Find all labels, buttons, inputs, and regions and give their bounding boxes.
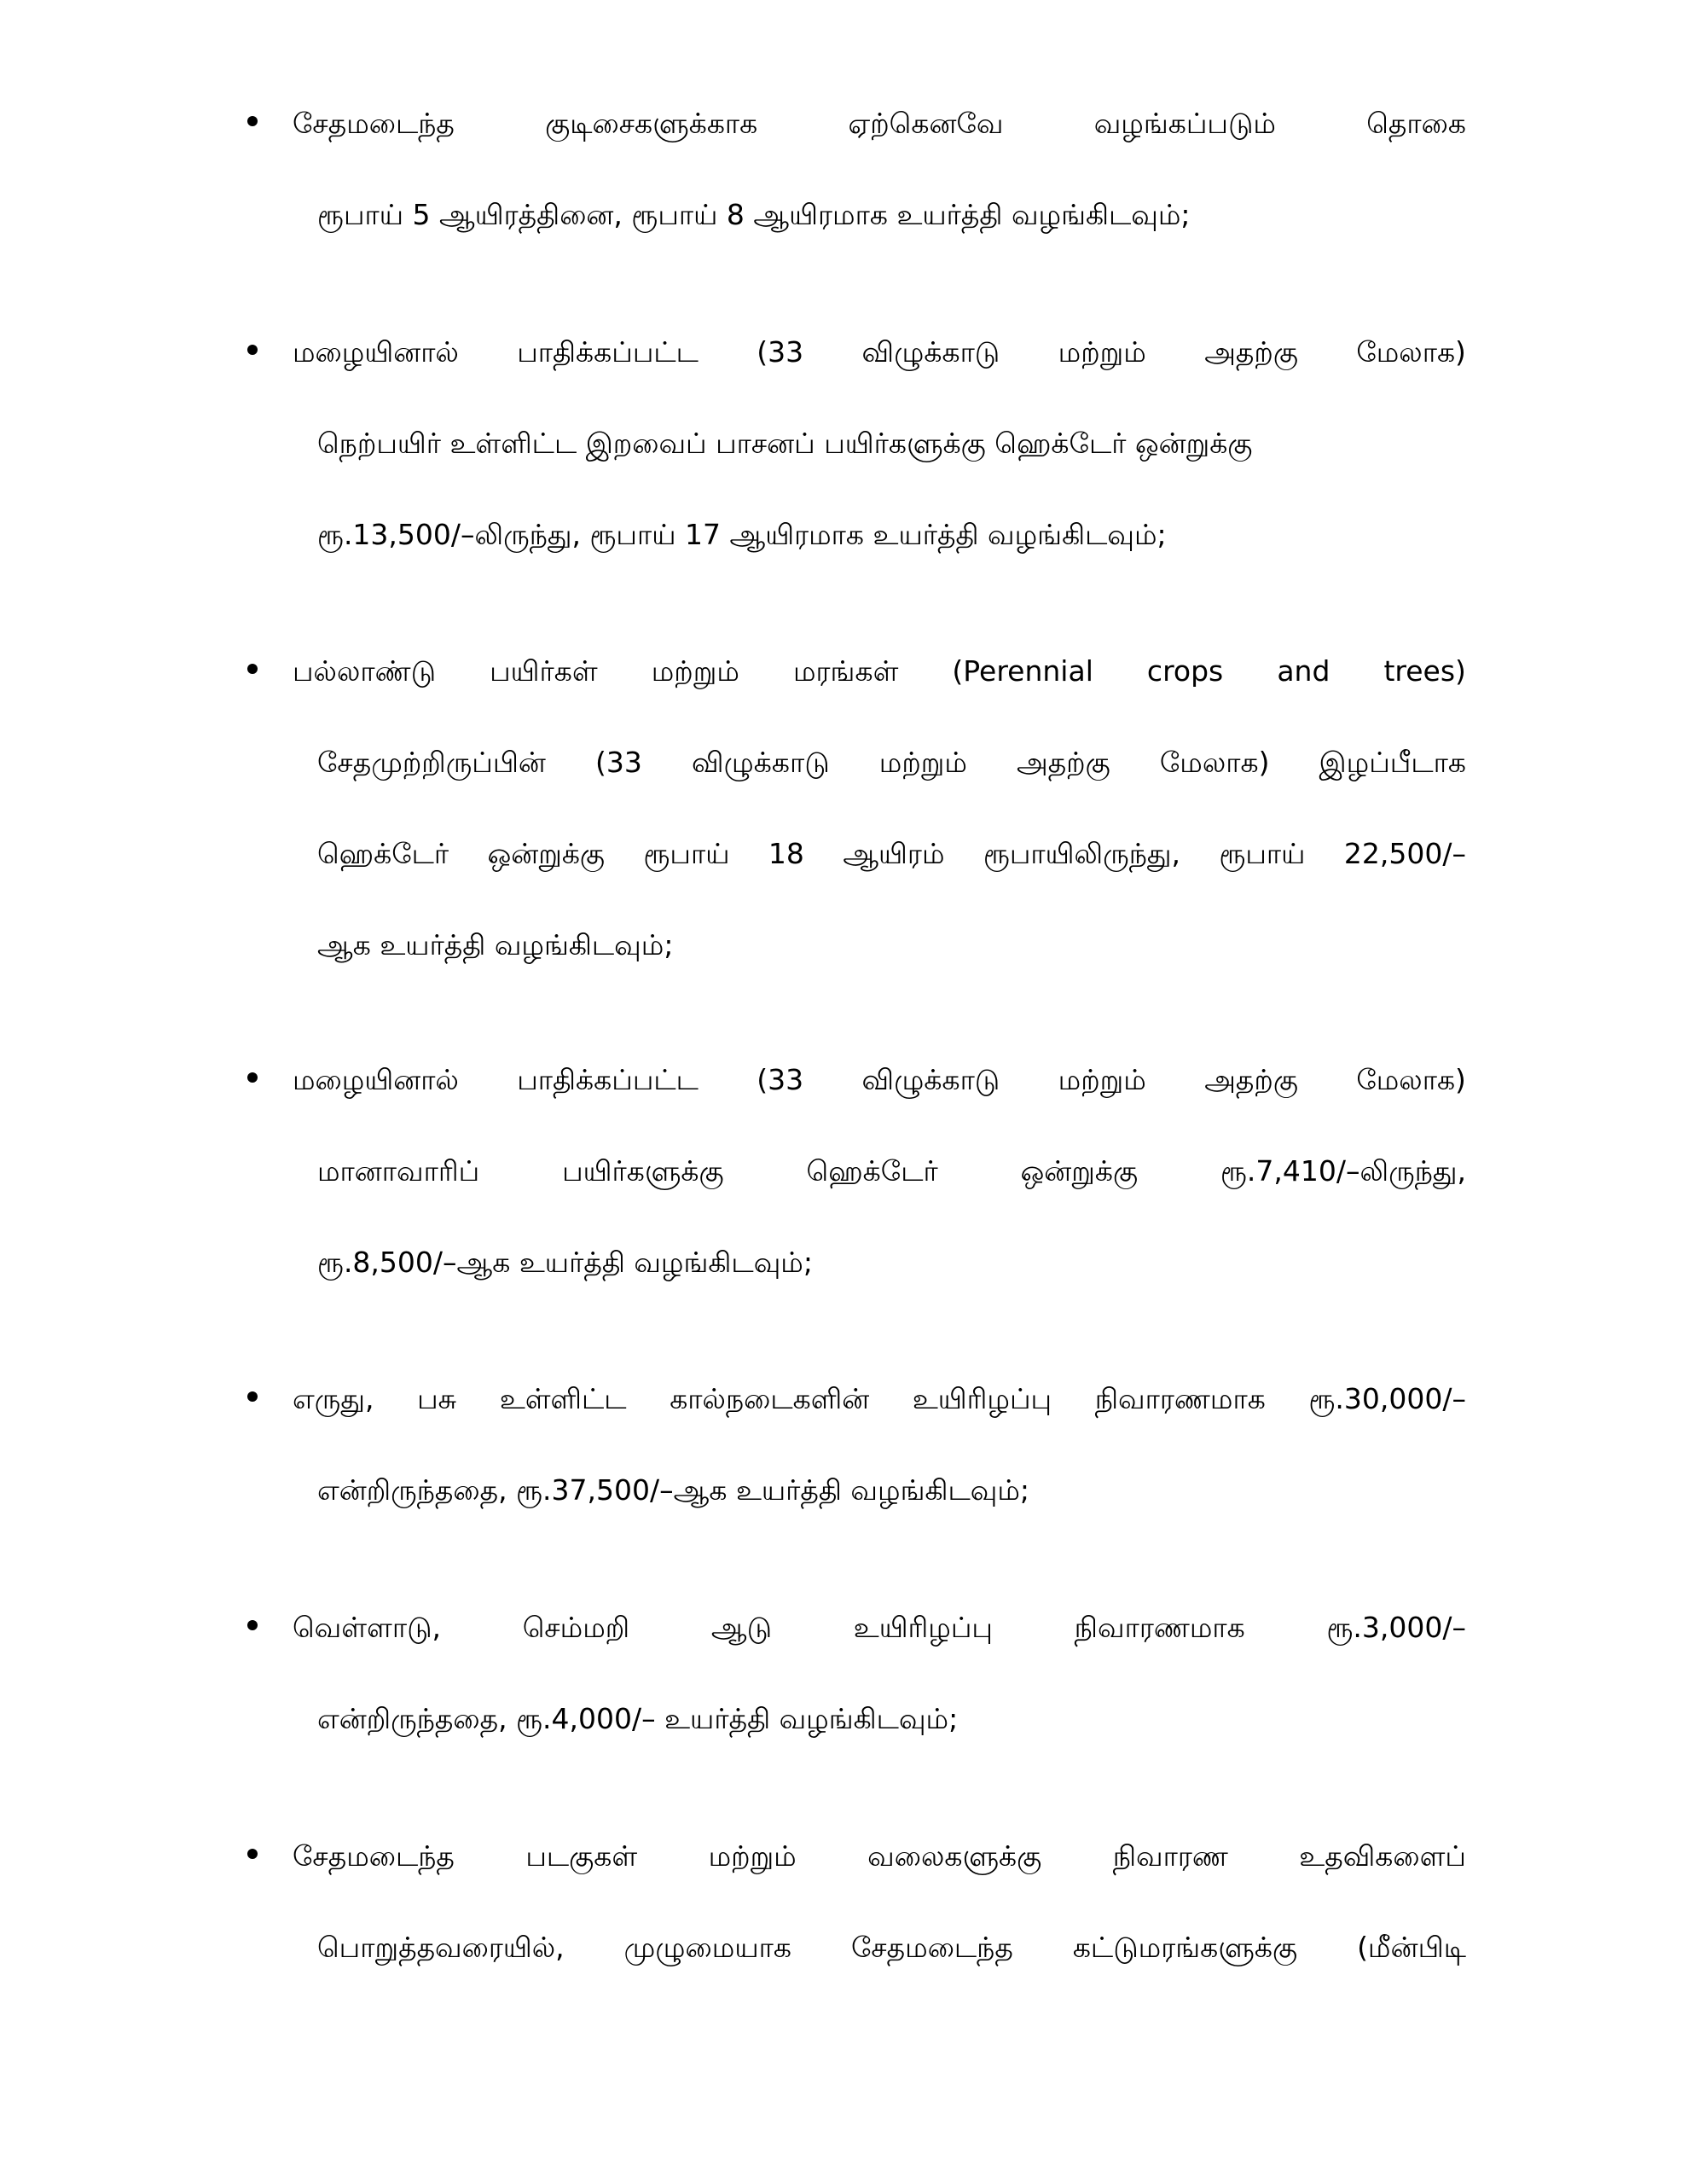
word: செம்மறி — [522, 1611, 630, 1644]
word: ரூபாயிலிருந்து, — [983, 837, 1181, 870]
bullet-icon — [247, 664, 258, 674]
text-line: ரூ.13,500/–லிருந்து, ரூபாய் 17 ஆயிரமாக உயர்த்தி வழங்கிடவும்; — [317, 518, 1167, 551]
word: மற்றும் — [651, 654, 739, 688]
text-line — [293, 1835, 1466, 1878]
word: மழையினால் — [293, 335, 459, 369]
text-line: என்றிருந்ததை, ரூ.37,500/–ஆக உயர்த்தி வழங்கிடவும்; — [317, 1473, 1030, 1507]
word: நிவாரணமாக — [1094, 1382, 1266, 1415]
word: மற்றும் — [1058, 335, 1146, 369]
word: நிவாரணமாக — [1074, 1611, 1245, 1644]
text-line — [293, 1059, 1466, 1101]
word: சேதமடைந்த — [293, 107, 455, 140]
text-line — [317, 1926, 1466, 1969]
word: விழுக்காடு — [861, 335, 1000, 369]
text-line: ரூ.8,500/–ஆக உயர்த்தி வழங்கிடவும்; — [317, 1246, 813, 1279]
bullet-icon — [247, 116, 258, 126]
word: ரூபாய் — [643, 837, 730, 870]
word: மரங்கள் — [792, 654, 899, 688]
word: மேலாக) — [1356, 1063, 1466, 1096]
text-line — [293, 1606, 1466, 1649]
word: மேலாக) — [1356, 335, 1466, 369]
word: ரூபாய் — [1219, 837, 1306, 870]
word: ஆடு — [710, 1611, 773, 1644]
word: trees) — [1383, 654, 1466, 688]
word: (Perennial — [952, 654, 1093, 688]
word: ரூ.7,410/–லிருந்து, — [1220, 1154, 1466, 1188]
word: சேதமடைந்த — [850, 1931, 1013, 1964]
text-line — [317, 741, 1466, 784]
word: 22,500/– — [1343, 837, 1466, 870]
word: பொறுத்தவரையில், — [317, 1931, 565, 1964]
text-line: ஆக உயர்த்தி வழங்கிடவும்; — [317, 928, 674, 961]
word: ரூ.30,000/– — [1308, 1382, 1466, 1415]
word: விழுக்காடு — [861, 1063, 1000, 1096]
bullet-icon — [247, 1849, 258, 1859]
word: பசு — [417, 1382, 457, 1415]
word: மற்றும் — [878, 746, 967, 779]
word: தொகை — [1366, 107, 1466, 140]
word: பாதிக்கப்பட்ட — [517, 335, 699, 369]
word: சேதமுற்றிருப்பின் — [317, 746, 546, 779]
word: உயிரிழப்பு — [912, 1382, 1052, 1415]
word: (33 — [595, 746, 642, 779]
word: கால்நடைகளின் — [670, 1382, 870, 1415]
word: ஒன்றுக்கு — [487, 837, 606, 870]
word: மானாவாரிப் — [317, 1154, 480, 1188]
word: பல்லாண்டு — [293, 654, 437, 688]
text-line — [317, 1150, 1466, 1193]
word: ரூ.3,000/– — [1326, 1611, 1466, 1644]
word: ஹெக்டேர் — [317, 837, 449, 870]
word: மற்றும் — [1058, 1063, 1146, 1096]
word: பயிர்கள் — [490, 654, 598, 688]
word: படகுகள் — [525, 1839, 638, 1873]
word: வலைகளுக்கு — [867, 1839, 1042, 1873]
word: ஹெக்டேர் — [806, 1154, 938, 1188]
bullet-icon — [247, 1072, 258, 1083]
text-line — [293, 650, 1466, 693]
word: மற்றும் — [708, 1839, 797, 1873]
word: (மீன்பிடி — [1357, 1931, 1466, 1964]
word: (33 — [757, 335, 804, 369]
text-line: என்றிருந்ததை, ரூ.4,000/– உயர்த்தி வழங்கிடவும்; — [317, 1702, 959, 1735]
text-line — [293, 1378, 1466, 1420]
word: சேதமடைந்த — [293, 1839, 455, 1873]
word: எருது, — [293, 1382, 374, 1415]
text-line: ரூபாய் 5 ஆயிரத்தினை, ரூபாய் 8 ஆயிரமாக உயர்த்தி வழங்கிடவும்; — [317, 198, 1191, 231]
text-line — [293, 331, 1466, 374]
word: இழப்பீடாக — [1319, 746, 1466, 779]
word: மழையினால் — [293, 1063, 459, 1096]
word: அதற்கு — [1204, 1063, 1298, 1096]
word: and — [1277, 654, 1330, 688]
word: கட்டுமரங்களுக்கு — [1072, 1931, 1298, 1964]
word: ஒன்றுக்கு — [1020, 1154, 1139, 1188]
word: உதவிகளைப் — [1299, 1839, 1466, 1873]
word: பாதிக்கப்பட்ட — [517, 1063, 699, 1096]
bullet-icon — [247, 345, 258, 355]
word: பயிர்களுக்கு — [562, 1154, 724, 1188]
word: 18 — [768, 837, 804, 870]
word: நிவாரண — [1112, 1839, 1228, 1873]
text-line — [293, 102, 1466, 145]
text-line — [317, 833, 1466, 875]
word: விழுக்காடு — [691, 746, 830, 779]
word: வெள்ளாடு, — [293, 1611, 442, 1644]
word: ஆயிரம் — [843, 837, 945, 870]
bullet-icon — [247, 1620, 258, 1630]
word: ஏற்கெனவே — [848, 107, 1004, 140]
word: உள்ளிட்ட — [499, 1382, 627, 1415]
word: உயிரிழப்பு — [853, 1611, 993, 1644]
word: அதற்கு — [1017, 746, 1110, 779]
word: முழுமையாக — [623, 1931, 791, 1964]
text-line: நெற்பயிர் உள்ளிட்ட இறவைப் பாசனப் பயிர்களுக்கு ஹெக்டேர் ஒன்றுக்கு — [317, 427, 1253, 460]
word: (33 — [757, 1063, 804, 1096]
word: அதற்கு — [1204, 335, 1298, 369]
word: crops — [1146, 654, 1224, 688]
bullet-icon — [247, 1391, 258, 1402]
word: குடிசைகளுக்காக — [545, 107, 758, 140]
word: மேலாக) — [1159, 746, 1270, 779]
word: வழங்கப்படும் — [1093, 107, 1276, 140]
